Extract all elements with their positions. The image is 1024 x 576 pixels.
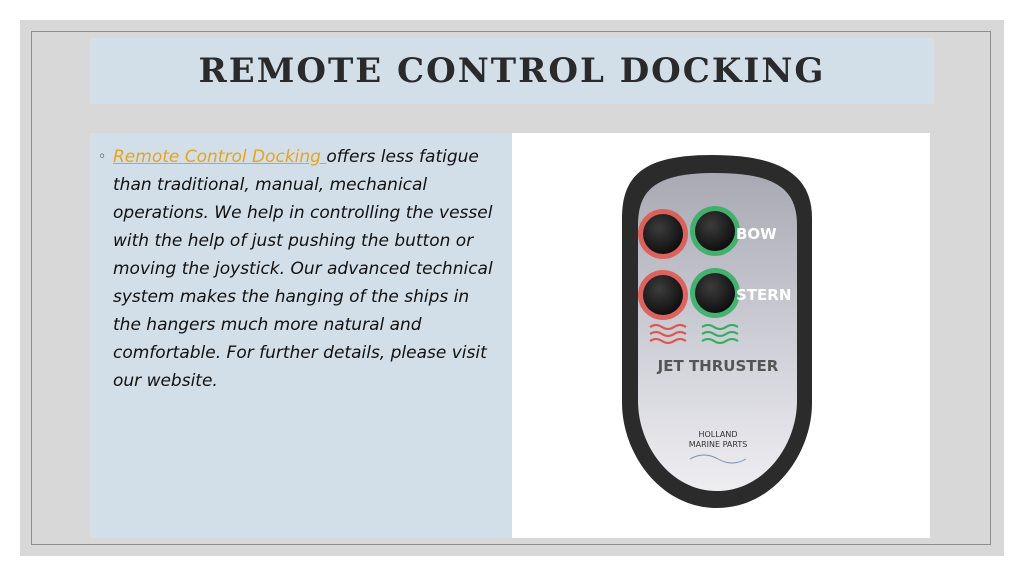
starboard-bow-button [690,206,740,256]
circle-bullet-icon: ◦ [98,149,107,165]
bullet-body: offers less fatigue than traditional, manual, mechanical operations. We help in controlling the vessel with the help of just pushing the button or moving the joystick. Our advanced technical system makes the hanging of the ships in the hangers much more natural and comfortable. For further details, please visit our website. [113,147,493,391]
title-band [90,38,934,104]
remote-control-docking-link[interactable]: Remote Control Docking [113,147,327,167]
starboard-stern-button [690,268,740,318]
brand-line-1: HOLLAND [698,430,738,439]
brand-line-2: MARINE PARTS [688,440,748,449]
content-panel [90,133,512,538]
list-item [98,143,498,395]
product-label: JET THRUSTER [657,357,779,375]
bow-label: BOW [736,225,777,243]
page-title: REMOTE CONTROL DOCKING [198,51,826,91]
stern-label: STERN [736,286,792,304]
bullet-text [113,143,498,395]
port-stern-button [638,270,688,320]
product-image [512,133,930,538]
remote-control-illustration [512,133,930,538]
port-bow-button [638,209,688,259]
